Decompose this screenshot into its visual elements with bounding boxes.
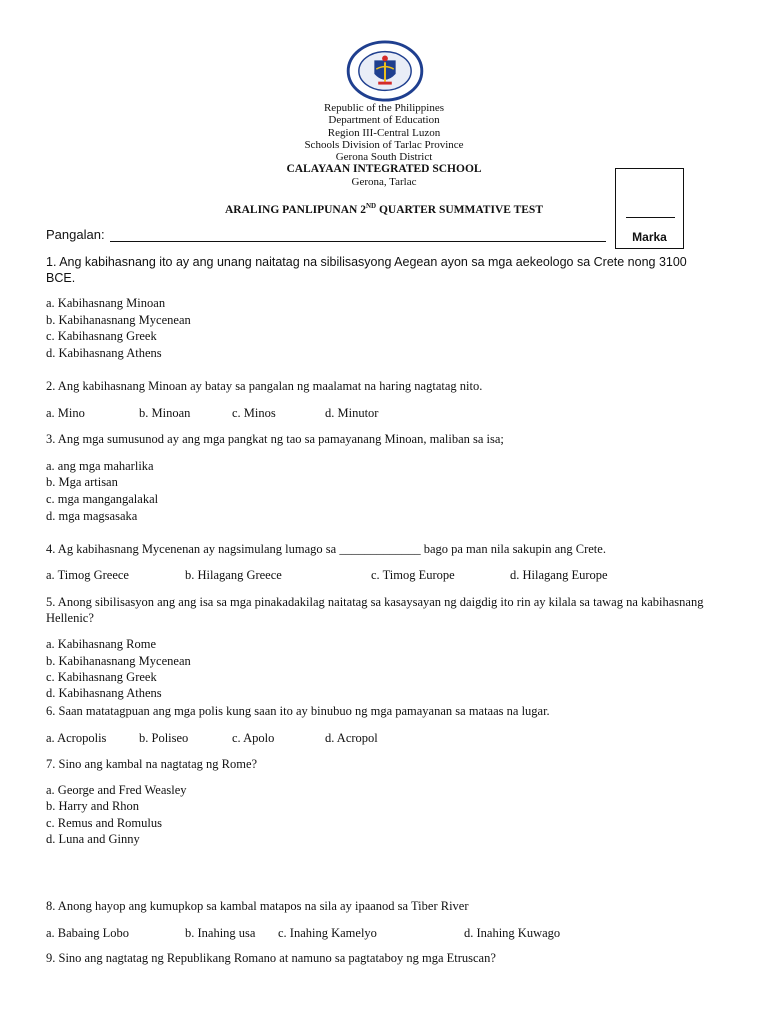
option: d. Inahing Kuwago: [464, 926, 561, 940]
option: d. Luna and Ginny: [46, 832, 140, 846]
option: a. Acropolis: [46, 731, 107, 745]
option: a. Kabihasnang Minoan: [46, 296, 166, 310]
option: d. Hilagang Europe: [510, 568, 608, 582]
score-label: Marka: [632, 230, 667, 244]
question-7: 7. Sino ang kambal na nagtatag ng Rome?: [46, 757, 258, 771]
letterhead-division: Schools Division of Tarlac Province: [304, 138, 464, 151]
school-name: CALAYAAN INTEGRATED SCHOOL: [286, 163, 482, 176]
letterhead-region: Region III-Central Luzon: [327, 126, 441, 139]
school-address: Gerona, Tarlac: [351, 175, 417, 188]
option: b. Poliseo: [139, 731, 189, 745]
option: b. Minoan: [139, 406, 191, 420]
option: a. Timog Greece: [46, 568, 129, 582]
question-5: 5. Anong sibilisasyon ang ang isa sa mga pinakadakilag naitatag sa kasaysayan ng daigdig ito rin ay kilala sa tawag na kabihasnang Hellenic?: [46, 595, 704, 625]
option: c. Minos: [232, 406, 276, 420]
question-9: 9. Sino ang nagtatag ng Republikang Romano at namuno sa pagtataboy ng mga Etruscan?: [46, 951, 496, 965]
option: c. Kabihasnang Greek: [46, 670, 157, 684]
option: d. Kabihasnang Athens: [46, 346, 162, 360]
letterhead-republic: Republic of the Philippines: [323, 102, 445, 114]
question-6: 6. Saan matatagpuan ang mga polis kung saan ito ay binubuo ng mga pamayanan sa mataas na lugar.: [46, 704, 550, 718]
letterhead-department: Department of Education: [328, 114, 440, 127]
option: c. Apolo: [232, 731, 275, 745]
option: a. George and Fred Weasley: [46, 783, 187, 797]
option: b. Harry and Rhon: [46, 799, 140, 813]
option: d. mga magsasaka: [46, 509, 138, 523]
test-title: ARALING PANLIPUNAN 2ND QUARTER SUMMATIVE TEST: [224, 202, 544, 216]
option: c. mga mangangalakal: [46, 492, 159, 506]
option: b. Kabihanasnang Mycenean: [46, 654, 191, 668]
question-8: 8. Anong hayop ang kumupkop sa kambal matapos na sila ay ipaanod sa Tiber River: [46, 899, 469, 913]
option: d. Minutor: [325, 406, 379, 420]
letterhead-district: Gerona South District: [335, 151, 433, 164]
question-4: 4. Ag kabihasnang Mycenenan ay nagsimulang lumago sa _____________ bago pa man nila sakupin ang Crete.: [46, 542, 606, 556]
option: c. Inahing Kamelyo: [278, 926, 377, 940]
option: c. Timog Europe: [371, 568, 455, 582]
name-blank-line[interactable]: [110, 241, 606, 242]
option: a. Babaing Lobo: [46, 926, 129, 940]
option: a. Kabihasnang Rome: [46, 637, 157, 651]
option: b. Inahing usa: [185, 926, 256, 940]
option: c. Remus and Romulus: [46, 816, 162, 830]
option: b. Mga artisan: [46, 475, 118, 489]
question-3: 3. Ang mga sumusunod ay ang mga pangkat ng tao sa pamayanang Minoan, maliban sa isa;: [46, 432, 504, 446]
name-label: Pangalan:: [46, 227, 105, 242]
name-field[interactable]: [46, 227, 606, 245]
option: d. Kabihasnang Athens: [46, 686, 162, 700]
option: a. ang mga maharlika: [46, 459, 154, 473]
test-title-ordinal: ND: [365, 202, 377, 210]
option: b. Kabihanasnang Mycenean: [46, 313, 191, 327]
option: c. Kabihasnang Greek: [46, 329, 157, 343]
question-2: 2. Ang kabihasnang Minoan ay batay sa pangalan ng maalamat na haring nagtatag nito.: [46, 379, 483, 393]
option: a. Mino: [46, 406, 85, 420]
question-1: 1. Ang kabihasnang ito ay ang unang naitatag na sibilisasyong Aegean ayon sa mga aekeologo sa Crete nong 3100 BCE.: [46, 255, 687, 285]
option: d. Acropol: [325, 731, 378, 745]
score-line: [626, 217, 675, 218]
letterhead: [180, 102, 588, 188]
deped-seal-logo: [346, 40, 424, 102]
score-box[interactable]: [615, 168, 684, 249]
option: b. Hilagang Greece: [185, 568, 282, 582]
